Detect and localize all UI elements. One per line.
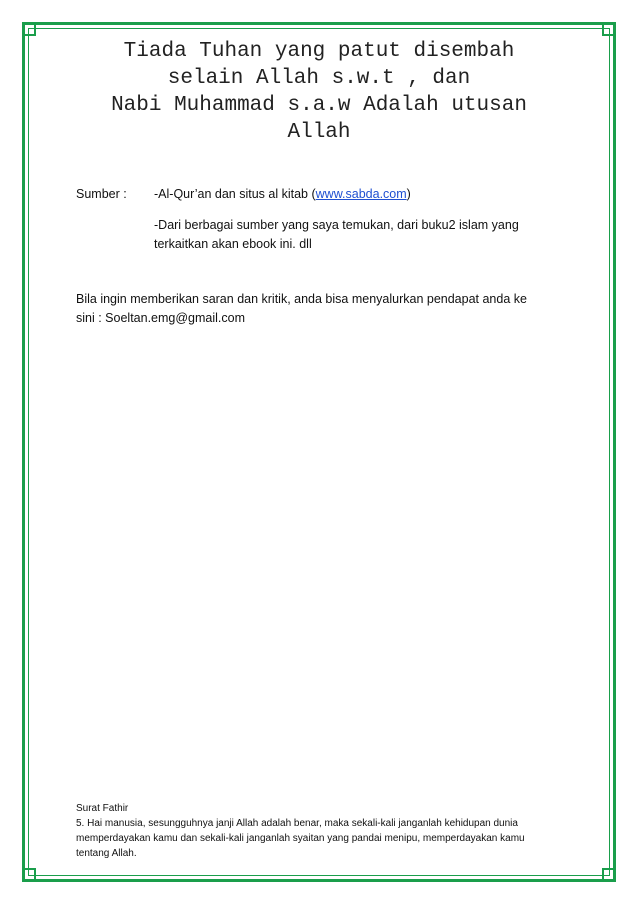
title-line: Allah <box>287 121 351 144</box>
page-border-inner <box>28 28 610 876</box>
footer-heading: Surat Fathir <box>76 803 129 814</box>
border-corner-top-right <box>602 22 616 36</box>
border-corner-top-left <box>22 22 36 36</box>
title-line: Nabi Muhammad s.a.w Adalah utusan <box>111 94 527 117</box>
title-line: selain Allah s.w.t , dan <box>167 67 471 90</box>
footer-line: memperdayakan kamu dan sekali-kali janganlah syaitan yang pandai menipu, memperdayakan kamu <box>76 833 525 844</box>
footer-verse <box>76 801 568 861</box>
feedback-line: Bila ingin memberikan saran dan kritik, anda bisa menyalurkan pendapat anda ke <box>76 292 527 306</box>
source-item-text: -Al-Qur’an dan situs al kitab ( <box>154 187 316 201</box>
border-corner-bottom-left <box>22 868 36 882</box>
sources-label: Sumber : <box>76 187 127 201</box>
page-title <box>60 38 578 146</box>
source-item-quran <box>154 185 411 204</box>
feedback-note <box>76 290 566 328</box>
source-item-line: -Dari berbagai sumber yang saya temukan, dari buku2 islam yang <box>154 218 519 232</box>
sabda-link[interactable]: www.sabda.com <box>315 187 407 201</box>
border-corner-bottom-right <box>602 868 616 882</box>
footer-line: tentang Allah. <box>76 848 137 859</box>
source-item-other <box>154 216 554 254</box>
feedback-line: sini : Soeltan.emg@gmail.com <box>76 311 246 325</box>
title-line: Tiada Tuhan yang patut disembah <box>123 40 515 63</box>
footer-line: 5. Hai manusia, sesungguhnya janji Allah adalah benar, maka sekali-kali janganlah kehidupan dunia <box>76 818 518 829</box>
source-item-line: terkaitkan akan ebook ini. dll <box>154 237 312 251</box>
source-item-text-end: ) <box>406 187 411 201</box>
